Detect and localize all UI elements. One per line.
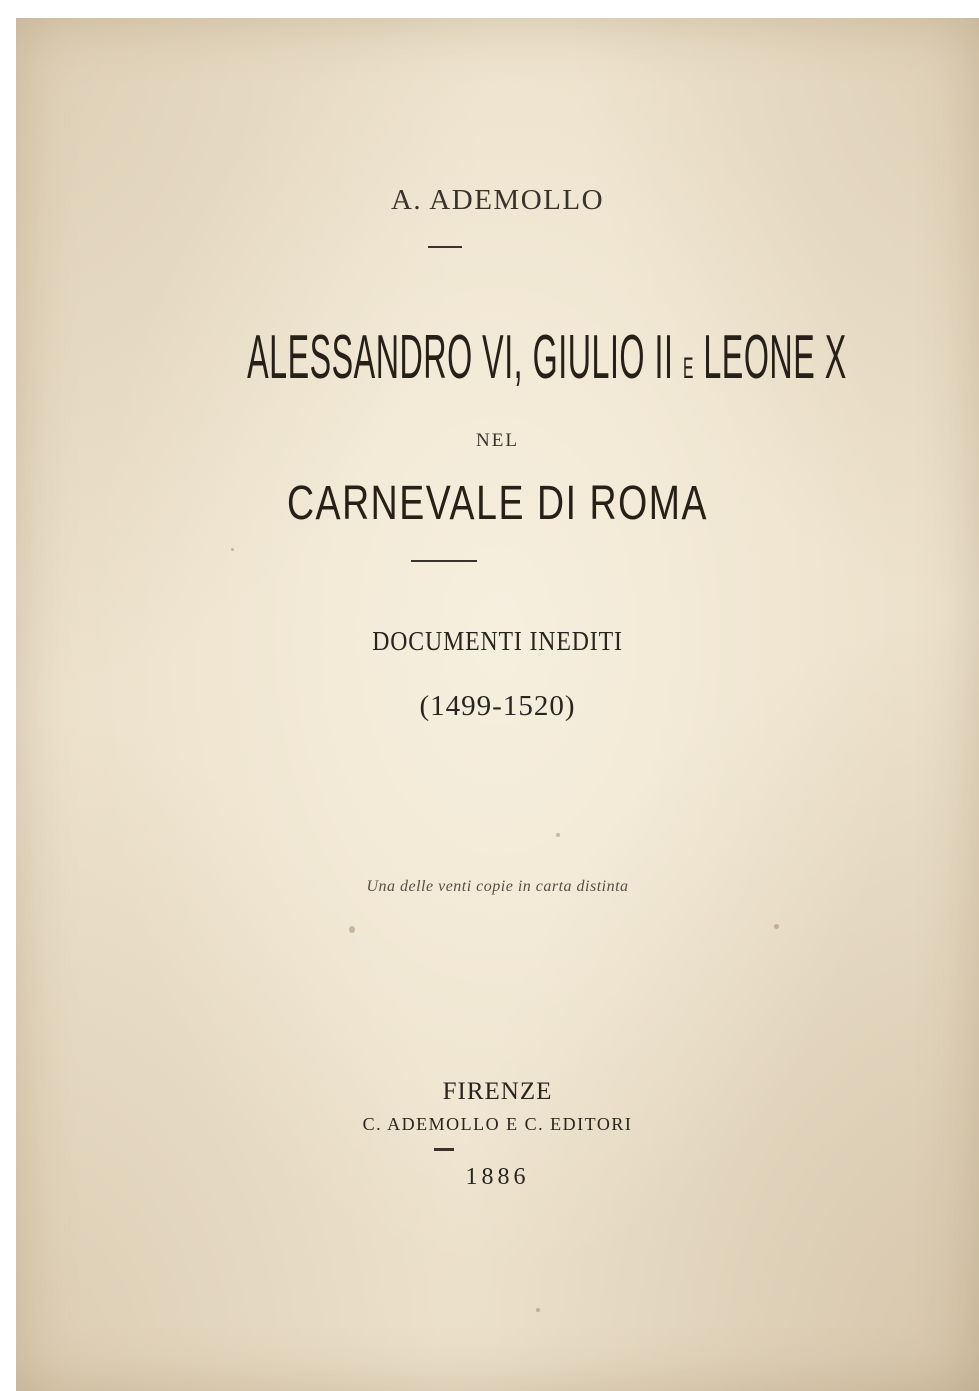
imprint-city: FIRENZE [442,1078,553,1105]
title-page [16,18,979,1391]
foxing-spot [536,1308,540,1312]
foxing-spot [556,833,560,837]
author-name: A. ADEMOLLO [390,184,605,216]
title-connector: NEL [476,430,519,451]
main-title [247,322,847,393]
foxing-spot [774,924,779,929]
main-title-conjunction: E [682,352,694,385]
imprint-publisher: C. ADEMOLLO E C. EDITORI [362,1114,633,1134]
foxing-spot [349,926,355,933]
main-title-part2: LEONE X [703,323,847,392]
divider-rule-top [428,246,462,248]
divider-rule-bottom [434,1148,454,1151]
years-range: (1499-1520) [419,690,576,722]
edition-note: Una delle venti copie in carta distinta [366,878,629,895]
foxing-spot [231,548,234,551]
main-title-part1: ALESSANDRO VI, GIULIO II [247,323,674,392]
subtitle: DOCUMENTI INEDITI [372,626,623,656]
divider-rule-middle [411,560,477,562]
imprint-year: 1886 [465,1164,530,1190]
secondary-title: CARNEVALE DI ROMA [286,477,709,530]
